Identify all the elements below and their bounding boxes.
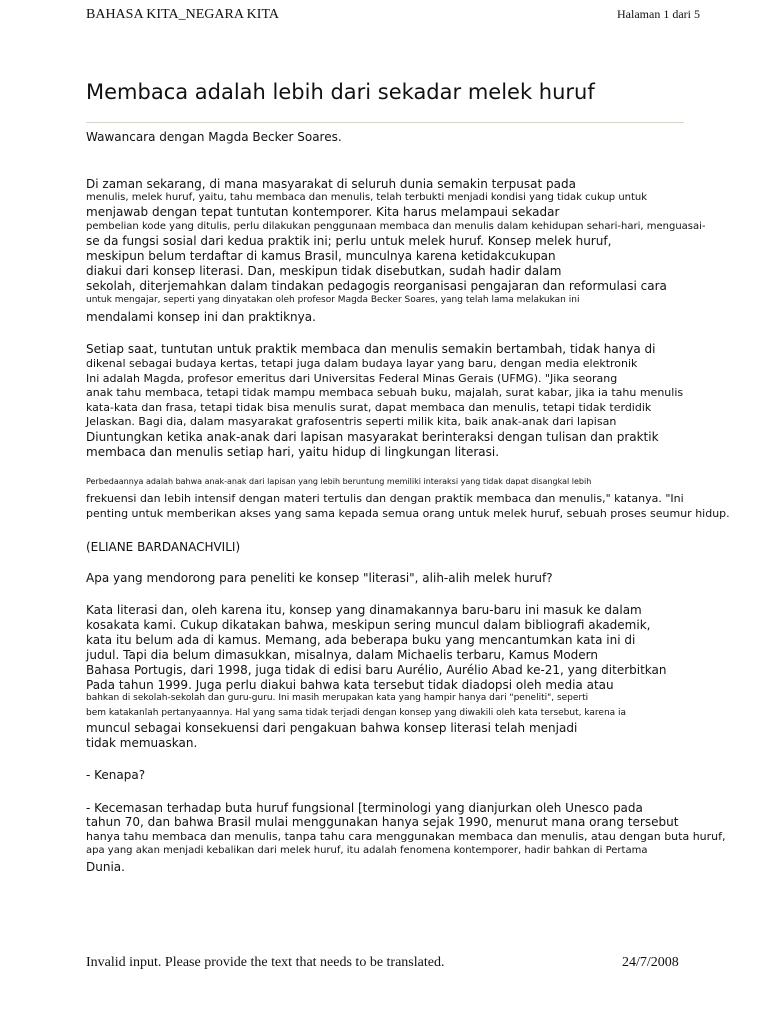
body-line: tidak memuaskan. (86, 736, 198, 750)
body-line: diakui dari konsep literasi. Dan, meskipun tidak disebutkan, sudah hadir dalam (86, 264, 562, 278)
body-line: Kata literasi dan, oleh karena itu, konsep yang dinamakannya baru-baru ini masuk ke dalam (86, 603, 642, 617)
page-title: Membaca adalah lebih dari sekadar melek huruf (86, 80, 595, 104)
body-line: menjawab dengan tepat tuntutan kontemporer. Kita harus melampaui sekadar (86, 205, 560, 219)
body-line: mendalami konsep ini dan praktiknya. (86, 310, 316, 324)
body-line: bem katakanlah pertanyaannya. Hal yang sama tidak terjadi dengan konsep yang diwakili oleh kata tersebut, karena ia (86, 708, 627, 718)
body-line: sekolah, diterjemahkan dalam tindakan pedagogis reorganisasi pengajaran dan reformulasi cara (86, 279, 667, 293)
body-line: menulis, melek huruf, yaitu, tahu membaca dan menulis, telah terbukti menjadi kondisi yang tidak cukup untuk (86, 192, 648, 203)
footer-date: 24/7/2008 (622, 955, 679, 970)
body-line: kosakata kami. Cukup dikatakan bahwa, meskipun sering muncul dalam bibliografi akademik, (86, 618, 651, 632)
body-line: Ini adalah Magda, profesor emeritus dari Universitas Federal Minas Gerais (UFMG). "Jika seorang (86, 372, 618, 385)
body-line: Setiap saat, tuntutan untuk praktik membaca dan menulis semakin bertambah, tidak hanya di (86, 342, 656, 356)
body-line: muncul sebagai konsekuensi dari pengakuan bahwa konsep literasi telah menjadi (86, 721, 578, 735)
body-line: se da fungsi sosial dari kedua praktik ini; perlu untuk melek huruf. Konsep melek huruf, (86, 234, 612, 248)
running-header-title: BAHASA KITA_NEGARA KITA (86, 7, 279, 22)
body-line: membaca dan menulis setiap hari, yaitu hidup di lingkungan literasi. (86, 445, 500, 459)
body-line: meskipun belum terdaftar di kamus Brasil, munculnya karena ketidakcukupan (86, 249, 556, 263)
body-line: penting untuk memberikan akses yang sama kepada semua orang untuk melek huruf, sebuah proses seumur hidup. (86, 507, 730, 520)
body-line: judul. Tapi dia belum dimasukkan, misalnya, dalam Michaelis terbaru, Kamus Modern (86, 648, 599, 662)
footer-note: Invalid input. Please provide the text that needs to be translated. (86, 955, 445, 970)
title-divider (86, 122, 684, 123)
body-line: anak tahu membaca, tetapi tidak mampu membaca sebuah buku, majalah, surat kabar, jika ia tahu menulis (86, 386, 684, 399)
body-line: Diuntungkan ketika anak-anak dari lapisan masyarakat berinteraksi dengan tulisan dan praktik (86, 430, 659, 444)
body-line: - Kecemasan terhadap buta huruf fungsional [terminologi yang dianjurkan oleh Unesco pada (86, 801, 643, 815)
page-number: Halaman 1 dari 5 (617, 7, 700, 21)
body-line: kata itu belum ada di kamus. Memang, ada beberapa buku yang mencantumkan kata ini di (86, 633, 636, 647)
author-credit: (ELIANE BARDANACHVILI) (86, 540, 241, 554)
body-line: frekuensi dan lebih intensif dengan materi tertulis dan dengan praktik membaca dan menulis," katanya. "Ini (86, 492, 684, 505)
body-line: tahun 70, dan bahwa Brasil mulai menggunakan hanya sejak 1990, menurut mana orang tersebut (86, 815, 679, 829)
body-line: hanya tahu membaca dan menulis, tanpa tahu cara menggunakan membaca dan menulis, atau dengan buta huruf, (86, 830, 726, 843)
body-line: untuk mengajar, seperti yang dinyatakan oleh profesor Magda Becker Soares, yang telah lama melakukan ini (86, 295, 580, 305)
body-line: bahkan di sekolah-sekolah dan guru-guru. Ini masih merupakan kata yang hampir hanya dari "peneliti", seperti (86, 693, 589, 703)
interview-question: Apa yang mendorong para peneliti ke konsep "literasi", alih-alih melek huruf? (86, 571, 553, 585)
body-line: Di zaman sekarang, di mana masyarakat di seluruh dunia semakin terpusat pada (86, 177, 576, 191)
body-line: Pada tahun 1999. Juga perlu diakui bahwa kata tersebut tidak diadopsi oleh media atau (86, 678, 614, 692)
interview-question: - Kenapa? (86, 768, 146, 782)
body-line: Perbedaannya adalah bahwa anak-anak dari lapisan yang lebih beruntung memiliki interaksi yang tidak dapat disangkal lebih (86, 477, 592, 486)
body-line: Jelaskan. Bagi dia, dalam masyarakat grafosentris seperti milik kita, baik anak-anak dari lapisan (86, 415, 617, 428)
body-line: dikenal sebagai budaya kertas, tetapi juga dalam budaya layar yang baru, dengan media elektronik (86, 357, 638, 370)
body-line: kata-kata dan frasa, tetapi tidak bisa menulis surat, dapat membaca dan menulis, tetapi tidak terdidik (86, 401, 652, 414)
body-line: Bahasa Portugis, dari 1998, juga tidak di edisi baru Aurélio, Aurélio Abad ke-21, yang diterbitkan (86, 663, 667, 677)
body-line: pembelian kode yang ditulis, perlu dilakukan penggunaan membaca dan menulis dalam kehidupan sehari-hari, menguasai- (86, 221, 706, 232)
article-subtitle: Wawancara dengan Magda Becker Soares. (86, 130, 342, 144)
body-line: apa yang akan menjadi kebalikan dari melek huruf, itu adalah fenomena kontemporer, hadir bahkan di Pertama (86, 845, 648, 856)
body-line: Dunia. (86, 860, 125, 874)
